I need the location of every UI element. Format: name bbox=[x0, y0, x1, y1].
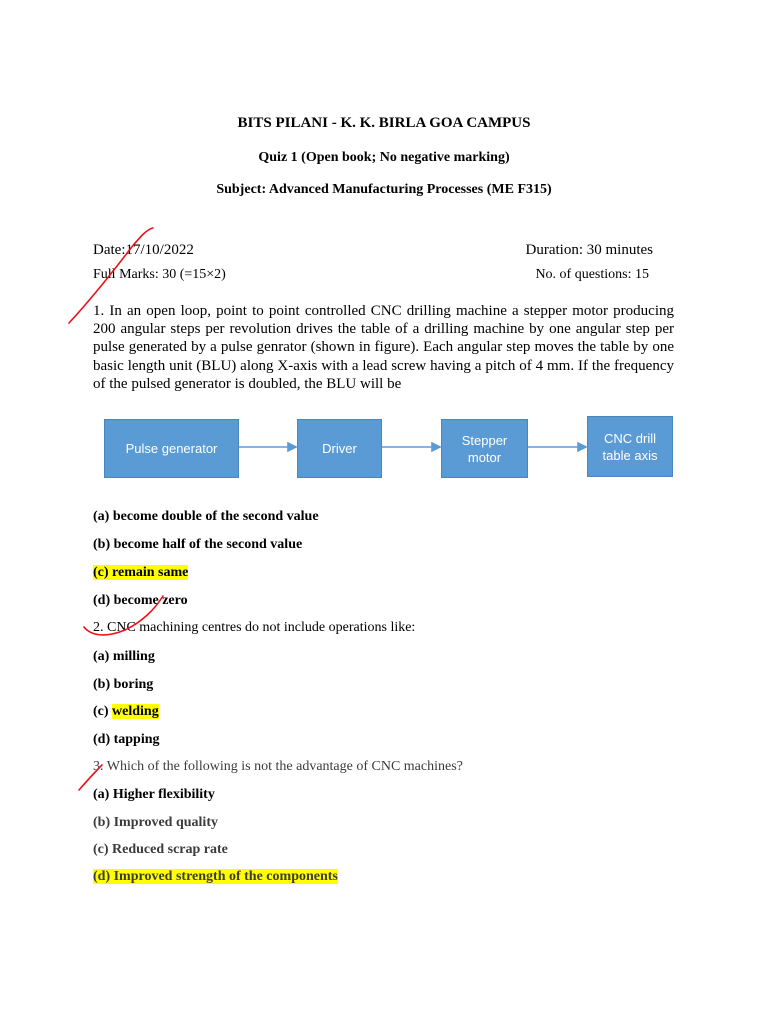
tick-mark-q1-icon bbox=[69, 228, 153, 323]
q2-option-a: (a) milling bbox=[93, 649, 155, 664]
stepper-motor-label-line2: motor bbox=[467, 449, 502, 465]
question-2-text: 2. CNC machining centres do not include operations like: bbox=[93, 620, 416, 635]
driver-label: Driver bbox=[322, 441, 357, 456]
q3-option-d-highlighted: (d) Improved strength of the components bbox=[93, 869, 338, 884]
tick-mark-q3-icon bbox=[79, 765, 102, 790]
subject-title: Subject: Advanced Manufacturing Processes (ME F315) bbox=[216, 182, 552, 197]
institute-title: BITS PILANI - K. K. BIRLA GOA CAMPUS bbox=[237, 115, 531, 131]
q3-option-c: (c) Reduced scrap rate bbox=[93, 842, 228, 857]
q1-option-b: (b) become half of the second value bbox=[93, 537, 303, 552]
q2-option-c-highlighted: welding bbox=[112, 704, 159, 719]
q3-option-a: (a) Higher flexibility bbox=[93, 787, 215, 802]
q1-option-d: (d) become zero bbox=[93, 593, 188, 608]
q3-option-b: (b) Improved quality bbox=[93, 815, 218, 830]
q1-option-a: (a) become double of the second value bbox=[93, 509, 319, 524]
date-text: Date:17/10/2022 bbox=[93, 242, 194, 258]
question-1-text: 1. In an open loop, point to point controlled CNC drilling machine a stepper motor producing 200 angular steps per revolution drives the table of a drilling machine by one angular step per pulse generated by a pulse genrator (shown in figure). Each angular step moves the table by one basic length unit (BLU) along X-axis with a lead screw having a pitch of 4 mm. If the frequency of the pulsed generator is doubled, the BLU will be bbox=[93, 303, 674, 392]
question-count-text: No. of questions: 15 bbox=[535, 267, 649, 282]
question-3-text: 3. Which of the following is not the advantage of CNC machines? bbox=[93, 759, 463, 774]
quiz-title: Quiz 1 (Open book; No negative marking) bbox=[258, 150, 510, 165]
q2-option-d: (d) tapping bbox=[93, 732, 160, 747]
stepper-motor-label-line1: Stepper bbox=[461, 432, 508, 448]
q1-option-c-highlighted: (c) remain same bbox=[93, 565, 189, 580]
marks-text: Full Marks: 30 (=15×2) bbox=[93, 267, 226, 282]
q2-option-c-prefix: (c) bbox=[93, 704, 113, 719]
q2-option-b: (b) boring bbox=[93, 677, 154, 692]
tick-mark-q2-icon bbox=[84, 596, 163, 635]
duration-text: Duration: 30 minutes bbox=[525, 242, 653, 258]
cnc-drill-label-line2: table axis bbox=[602, 447, 658, 463]
cnc-drill-label-line1: CNC drill bbox=[604, 430, 656, 446]
pulse-generator-label: Pulse generator bbox=[125, 441, 218, 456]
